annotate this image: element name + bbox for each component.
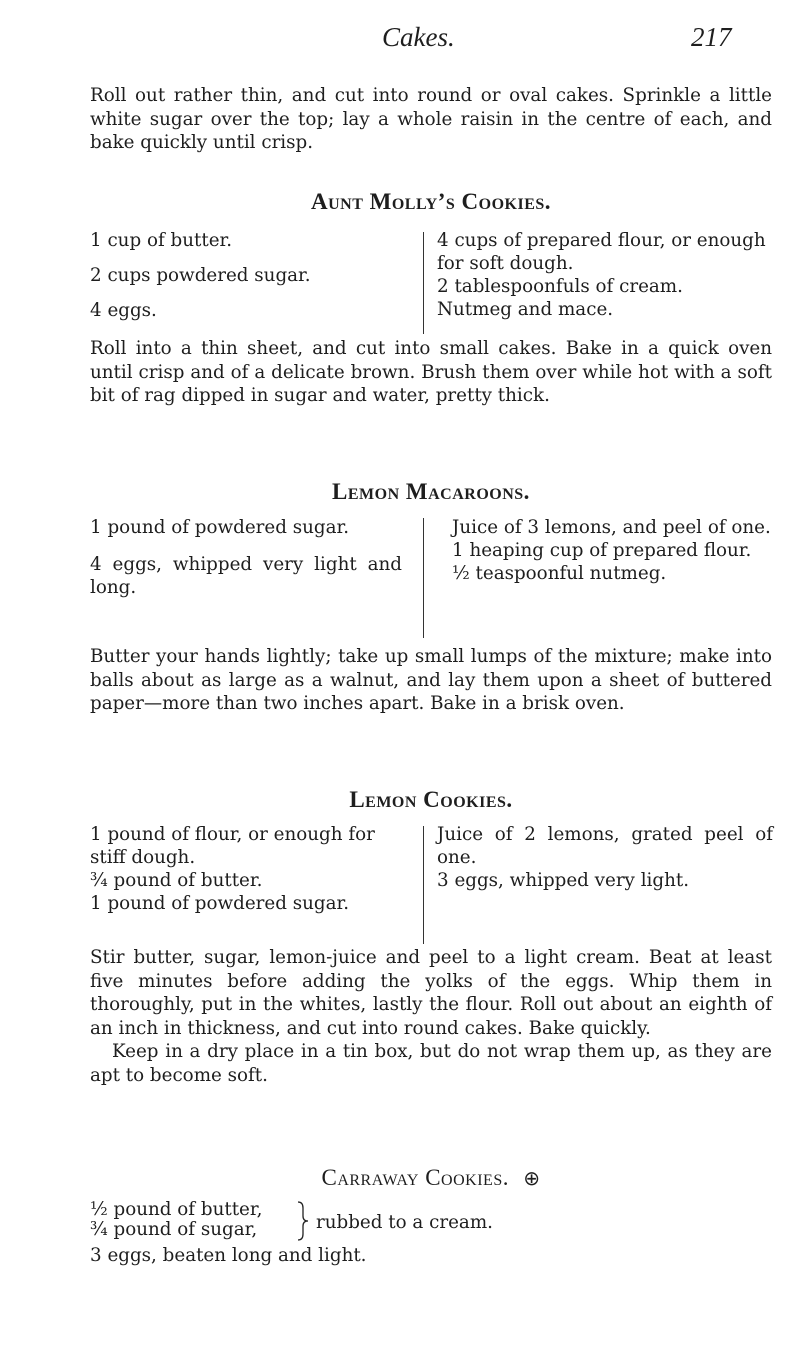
ingredients-left: [90, 823, 412, 915]
intro-paragraph: Roll out rather thin, and cut into round or oval cakes. Sprinkle a little white sugar over the top; lay a whole raisin in the centre of each, and bake quickly until crisp.: [90, 85, 772, 154]
ingredient: 3 eggs, beaten long and light.: [90, 1245, 367, 1266]
cross-circle-icon: ⊕: [523, 1166, 541, 1190]
bracket-ingredients: [90, 1200, 300, 1240]
ingredient: 1 pound of flour, or enough for stiff dough.: [90, 824, 375, 868]
recipe-title: Carraway Cookies.: [321, 1165, 509, 1190]
ingredient: Nutmeg and mace.: [437, 299, 614, 320]
page-header: [0, 22, 800, 58]
running-title: Cakes.: [382, 22, 455, 52]
ingredient: 3 eggs, whipped very light.: [437, 870, 690, 891]
ingredients-left: [90, 229, 400, 322]
ingredients-left: [90, 516, 402, 599]
method-paragraph: Butter your hands lightly; take up small lumps of the mixture; make into balls about as large as a walnut, and lay them upon a sheet of buttered paper—more than two inches apart. Bake in a brisk oven.: [90, 646, 772, 715]
ingredient: Juice of 2 lemons, grated peel of one.: [437, 824, 773, 868]
page-number: 217: [691, 22, 732, 52]
column-divider: [423, 232, 424, 334]
ingredient: 1 heaping cup of prepared flour.: [452, 540, 752, 561]
ingredient: 4 eggs, whipped very light and long.: [90, 554, 402, 598]
ingredient: Juice of 3 lemons, and peel of one.: [452, 517, 771, 538]
column-divider: [423, 518, 424, 638]
column-divider: [423, 826, 424, 944]
ingredient: 2 tablespoonfuls of cream.: [437, 276, 683, 297]
ingredient: 1 pound of powdered sugar.: [90, 517, 350, 538]
recipe-title: Aunt Molly’s Cookies.: [310, 189, 552, 214]
method-paragraph: Roll into a thin sheet, and cut into small cakes. Bake in a quick oven until crisp and of a delicate brown. Brush them over while hot with a soft bit of rag dipped in sugar and water, pretty thick.: [90, 338, 772, 407]
ingredient: ¾ pound of butter.: [90, 870, 263, 891]
ingredient: 1 cup of butter.: [90, 230, 233, 251]
ingredients-right: [437, 229, 775, 321]
ingredient: 2 cups powdered sugar.: [90, 265, 311, 286]
brace-icon: [296, 1200, 310, 1242]
ingredients-right: [452, 516, 774, 585]
ingredient: ¾ pound of sugar,: [90, 1219, 258, 1240]
ingredients-right: [437, 823, 773, 892]
ingredient: 1 pound of powdered sugar.: [90, 893, 350, 914]
ingredient: 4 eggs.: [90, 300, 157, 321]
ingredient: 4 cups of prepared flour, or enough for soft dough.: [437, 230, 766, 274]
bracket-note: rubbed to a cream.: [316, 1212, 493, 1233]
recipe-title: Lemon Macaroons.: [332, 479, 530, 504]
recipe-title-row: [90, 1165, 772, 1191]
recipe-title: Lemon Cookies.: [349, 787, 513, 812]
ingredient: ½ teaspoonful nutmeg.: [452, 563, 667, 584]
ingredient: ½ pound of butter,: [90, 1199, 263, 1220]
method-paragraph: Stir butter, sugar, lemon-juice and peel to a light cream. Beat at least five minutes before adding the yolks of the eggs. Whip them in thoroughly, put in the whites, lastly the flour. Roll out about an eighth of an inch in thickness, and cut into round cakes. Bake quickly. Keep in a dry place in a tin box, but do not wrap them up, as they are apt to become soft.: [90, 947, 772, 1086]
